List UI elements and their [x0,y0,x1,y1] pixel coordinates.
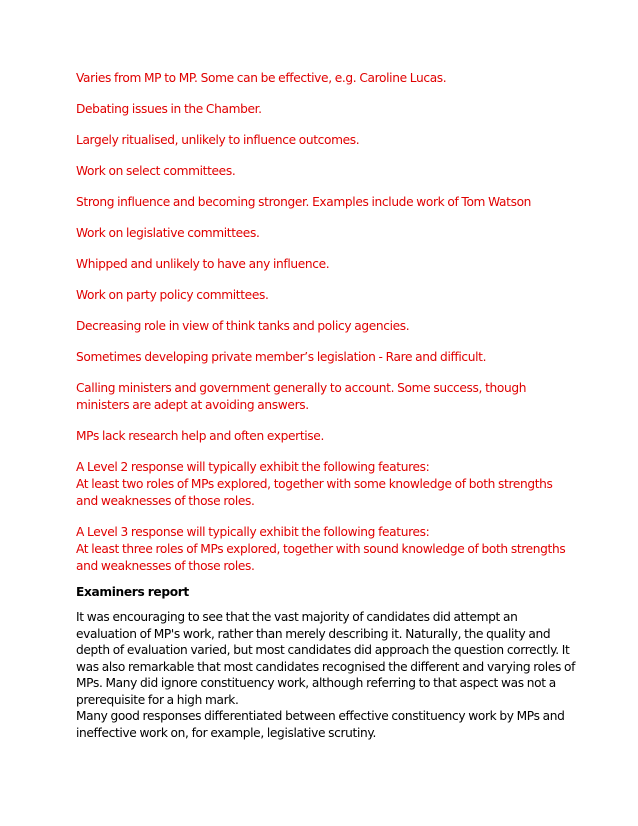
answer-point: Strong influence and becoming stronger. Examples include work of Tom Watson [76,195,532,209]
level-2-detail: At least two roles of MPs explored, together with some knowledge of both strengths and weaknesses of those roles. [76,477,553,508]
level-3-criteria [76,524,576,575]
level-2-criteria [76,459,576,510]
answer-point: Debating issues in the Chamber. [76,102,262,116]
level-3-intro: A Level 3 response will typically exhibit the following features: [76,525,430,539]
answer-point: Sometimes developing private member’s legislation - Rare and difficult. [76,350,487,364]
examiners-report-body [76,609,576,741]
answer-point: MPs lack research help and often expertise. [76,429,324,443]
answer-point: Work on select committees. [76,164,236,178]
answer-point: Calling ministers and government generally to account. Some success, though ministers are adept at avoiding answers. [76,381,527,412]
document-page [76,70,576,741]
answer-point: Whipped and unlikely to have any influence. [76,257,330,271]
examiners-report-heading: Examiners report [76,585,189,599]
answer-point: Decreasing role in view of think tanks and policy agencies. [76,319,410,333]
answer-point: Largely ritualised, unlikely to influence outcomes. [76,133,360,147]
examiners-report-paragraph: Many good responses differentiated between effective constituency work by MPs and ineffective work on, for example, legislative scrutiny. [76,709,565,740]
level-3-detail: At least three roles of MPs explored, together with sound knowledge of both strengths and weaknesses of those roles. [76,542,566,573]
answer-point: Varies from MP to MP. Some can be effective, e.g. Caroline Lucas. [76,71,447,85]
answer-point: Work on party policy committees. [76,288,269,302]
level-2-intro: A Level 2 response will typically exhibit the following features: [76,460,430,474]
examiners-report-paragraph: It was encouraging to see that the vast majority of candidates did attempt an evaluation of MP's work, rather than merely describing it. Naturally, the quality and depth of evaluation varied, but most candidates did approach the question correctly. It was also remarkable that most candidates recognised the different and varying roles of MPs. Many did ignore constituency work, although referring to that aspect was not a prerequisite for a high mark. [76,610,576,707]
answer-point: Work on legislative committees. [76,226,260,240]
